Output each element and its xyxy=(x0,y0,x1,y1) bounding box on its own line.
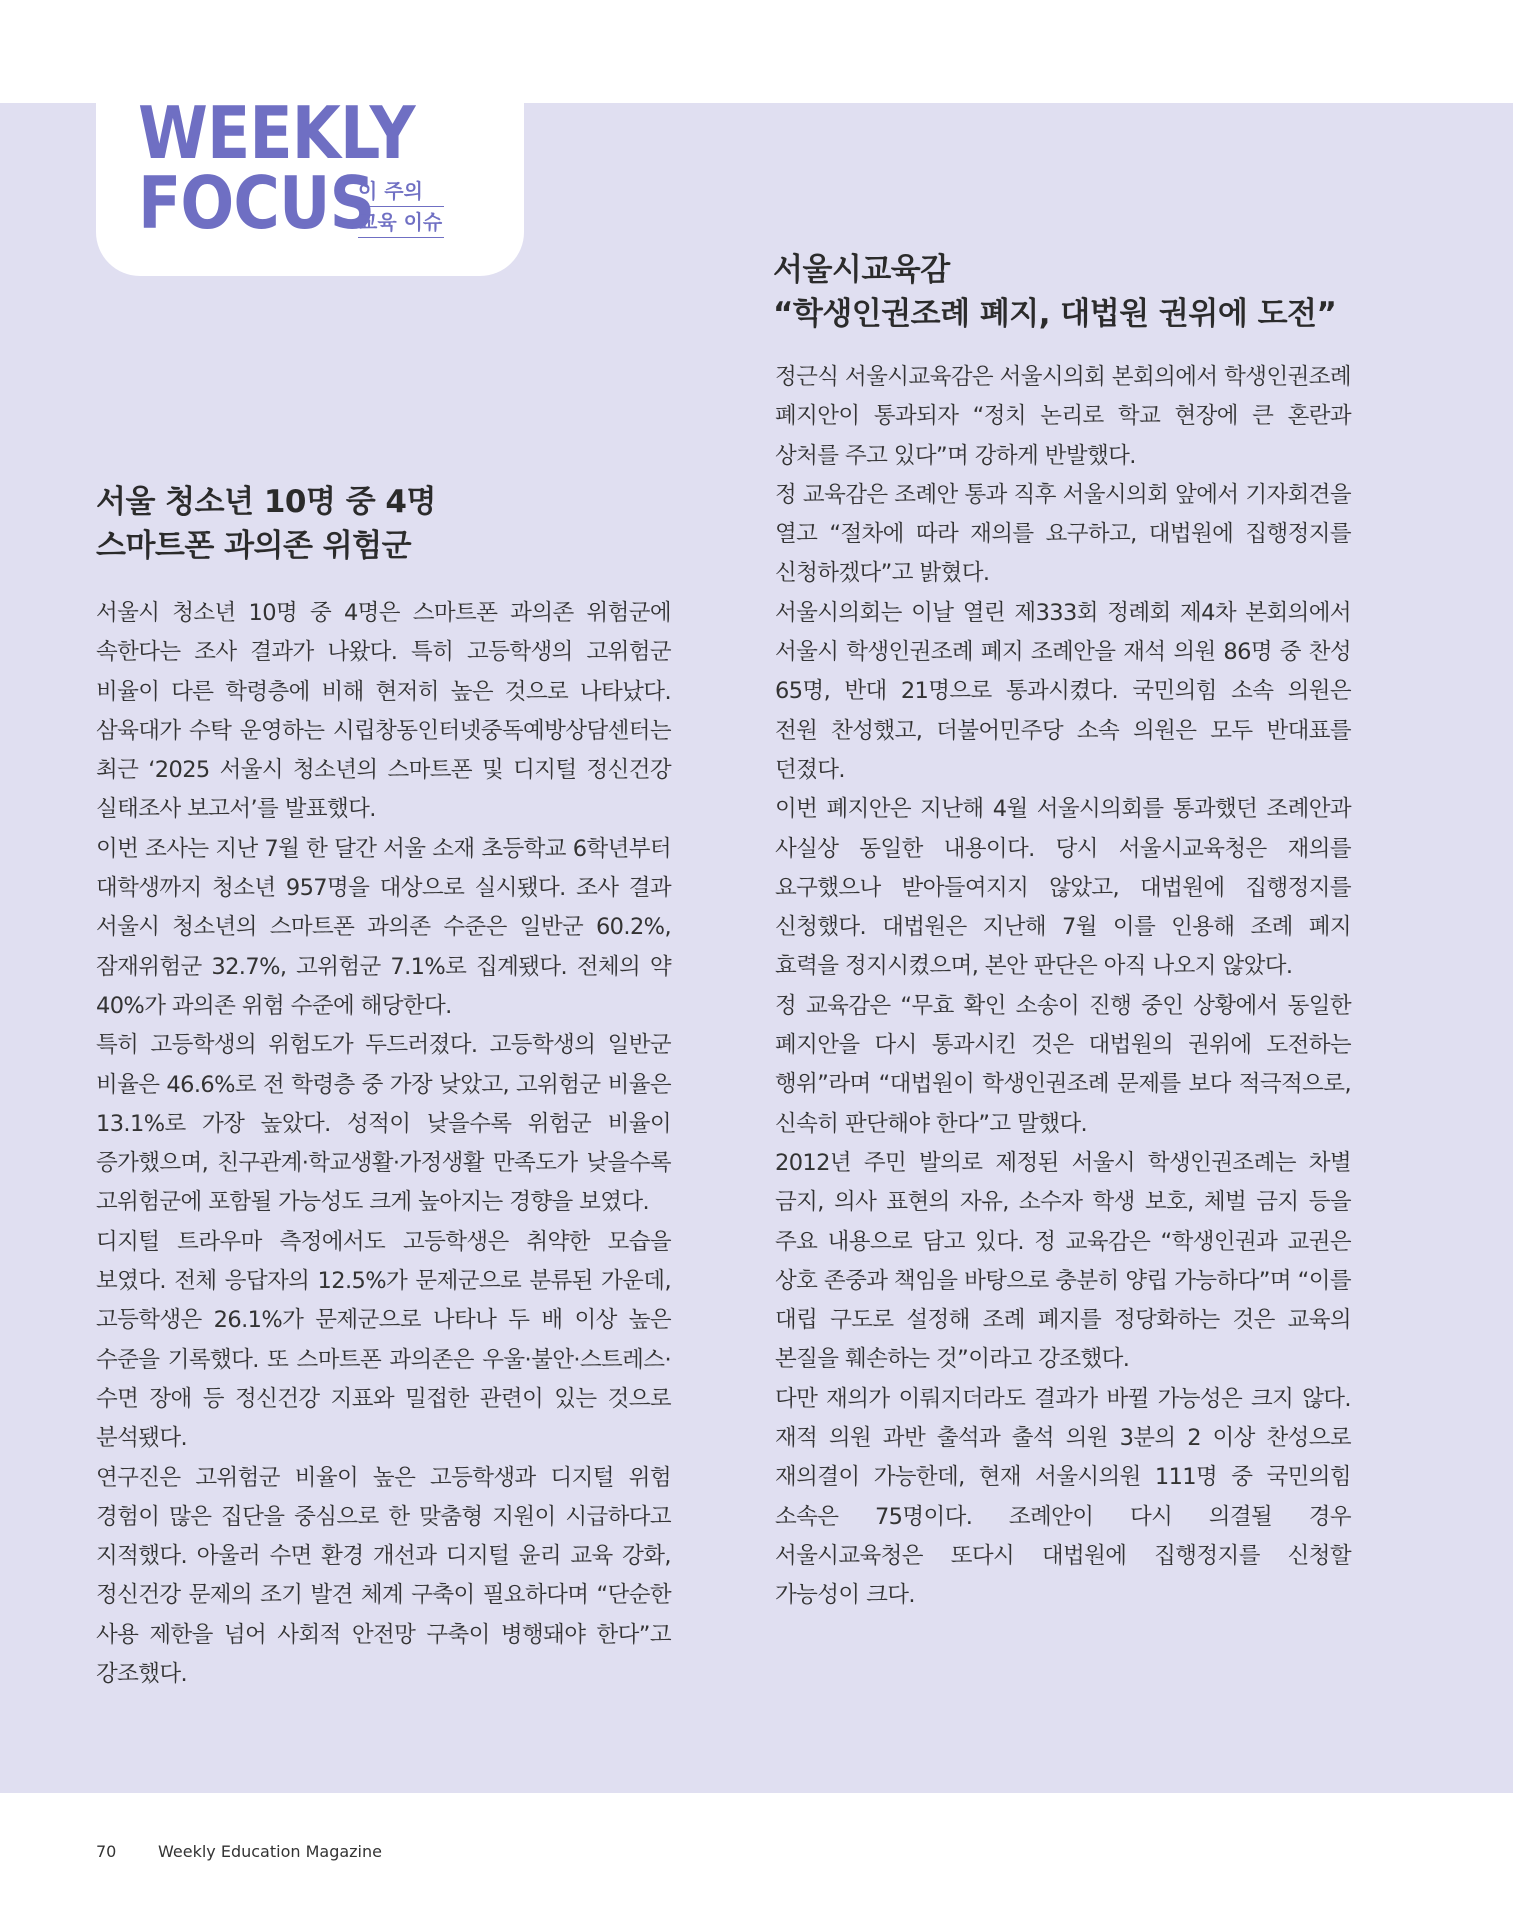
tagline-line-1: 이 주의 xyxy=(358,176,444,207)
paragraph: 정 교육감은 조례안 통과 직후 서울시의회 앞에서 기자회견을 열고 “절차에 따라 재의를 요구하고, 대법원에 집행정지를 신청하겠다”고 밝혔다. xyxy=(775,481,1351,587)
paragraph: 연구진은 고위험군 비율이 높은 고등학생과 디지털 위험 경험이 많은 집단을 중심으로 한 맞춤형 지원이 시급하다고 지적했다. 아울러 수면 환경 개선과 디지털 윤리 교육 강화, 정신건강 문제의 조기 발견 체계 구축이 필요하다며 “단순한 사용 제한을 넘어 사회적 안전망 구축이 병행돼야 한다”고 강조했다. xyxy=(96,1464,671,1688)
paragraph: 디지털 트라우마 측정에서도 고등학생은 취약한 모습을 보였다. 전체 응답자의 12.5%가 문제군으로 분류된 가운데, 고등학생은 26.1%가 문제군으로 나타나 두 배 이상 높은 수준을 기록했다. 또 스마트폰 과의존은 우울·불안·스트레스·수면 장애 등 정신건강 지표와 밀접한 관련이 있는 것으로 분석됐다. xyxy=(96,1228,671,1452)
logo-line-weekly: WEEKLY xyxy=(138,91,415,175)
paragraph: 서울시 청소년 10명 중 4명은 스마트폰 과의존 위험군에 속한다는 조사 결과가 나왔다. 특히 고등학생의 고위험군 비율이 다른 학령층에 비해 현저히 높은 것으로 나타났다. 삼육대가 수탁 운영하는 시립창동인터넷중독예방상담센터는 최근 ‘2025 서울시 청소년의 스마트폰 및 디지털 정신건강 실태조사 보고서’를 발표했다. xyxy=(96,600,671,823)
article-student-rights-title xyxy=(773,248,1351,336)
paragraph: 정근식 서울시교육감은 서울시의회 본회의에서 학생인권조례 폐지안이 통과되자 “정치 논리로 학교 현장에 큰 혼란과 상처를 주고 있다”며 강하게 반발했다. xyxy=(775,364,1351,469)
title-line-1: 서울시교육감 xyxy=(773,252,950,288)
paragraph: 이번 폐지안은 지난해 4월 서울시의회를 통과했던 조례안과 사실상 동일한 내용이다. 당시 서울시교육청은 재의를 요구했으나 받아들여지지 않았고, 대법원에 집행정지를 신청했다. 대법원은 지난해 7월 이를 인용해 조례 폐지 효력을 정지시켰으며, 본안 판단은 아직 나오지 않았다. xyxy=(775,796,1351,980)
paragraph: 다만 재의가 이뤄지더라도 결과가 바뀔 가능성은 크지 않다. 재적 의원 과반 출석과 출석 의원 3분의 2 이상 찬성으로 재의결이 가능한데, 현재 서울시의원 111명 중 국민의힘 소속은 75명이다. 조례안이 다시 의결될 경우 서울시교육청은 또다시 대법원에 집행정지를 신청할 가능성이 크다. xyxy=(775,1385,1351,1609)
page-footer xyxy=(96,1842,382,1861)
paragraph: 특히 고등학생의 위험도가 두드러졌다. 고등학생의 일반군 비율은 46.6%로 전 학령층 중 가장 낮았고, 고위험군 비율은 13.1%로 가장 높았다. 성적이 낮을수록 위험군 비율이 증가했으며, 친구관계·학교생활·가정생활 만족도가 낮을수록 고위험군에 포함될 가능성도 크게 높아지는 경향을 보였다. xyxy=(96,1032,671,1216)
title-line-2: “학생인권조례 폐지, 대법원 권위에 도전” xyxy=(773,296,1337,332)
title-line-2: 스마트폰 과의존 위험군 xyxy=(96,528,412,564)
article-smartphone-title xyxy=(96,480,671,568)
paragraph: 정 교육감은 “무효 확인 소송이 진행 중인 상황에서 동일한 폐지안을 다시 통과시킨 것은 대법원의 권위에 도전하는 행위”라며 “대법원이 학생인권조례 문제를 보다 적극적으로, 신속히 판단해야 한다”고 말했다. xyxy=(775,992,1351,1137)
paragraph: 서울시의회는 이날 열린 제333회 정례회 제4차 본회의에서 서울시 학생인권조례 폐지 조례안을 재석 의원 86명 중 찬성 65명, 반대 21명으로 통과시켰다. 국민의힘 소속 의원은 전원 찬성했고, 더불어민주당 소속 의원은 모두 반대표를 던졌다. xyxy=(775,599,1351,783)
magazine-name: Weekly Education Magazine xyxy=(158,1842,382,1861)
page-number: 70 xyxy=(96,1842,117,1861)
tagline-line-2: 교육 이슈 xyxy=(358,207,444,238)
paragraph: 2012년 주민 발의로 제정된 서울시 학생인권조례는 차별 금지, 의사 표현의 자유, 소수자 학생 보호, 체벌 금지 등을 주요 내용으로 담고 있다. 정 교육감은 “학생인권과 교권은 상호 존중과 책임을 바탕으로 충분히 양립 가능하다”며 “이를 대립 구도로 설정해 조례 폐지를 정당화하는 것은 교육의 본질을 훼손하는 것”이라고 강조했다. xyxy=(775,1149,1351,1373)
article-student-rights xyxy=(773,248,1351,1616)
logo-line-focus: FOCUS xyxy=(138,161,375,245)
section-tagline xyxy=(358,176,444,238)
title-line-1: 서울 청소년 10명 중 4명 xyxy=(96,484,436,520)
paragraph: 이번 조사는 지난 7월 한 달간 서울 소재 초등학교 6학년부터 대학생까지 청소년 957명을 대상으로 실시됐다. 조사 결과 서울시 청소년의 스마트폰 과의존 수준은 일반군 60.2%, 잠재위험군 32.7%, 고위험군 7.1%로 집계됐다. 전체의 약 40%가 과의존 위험 수준에 해당한다. xyxy=(96,835,671,1019)
article-smartphone xyxy=(96,480,671,1694)
